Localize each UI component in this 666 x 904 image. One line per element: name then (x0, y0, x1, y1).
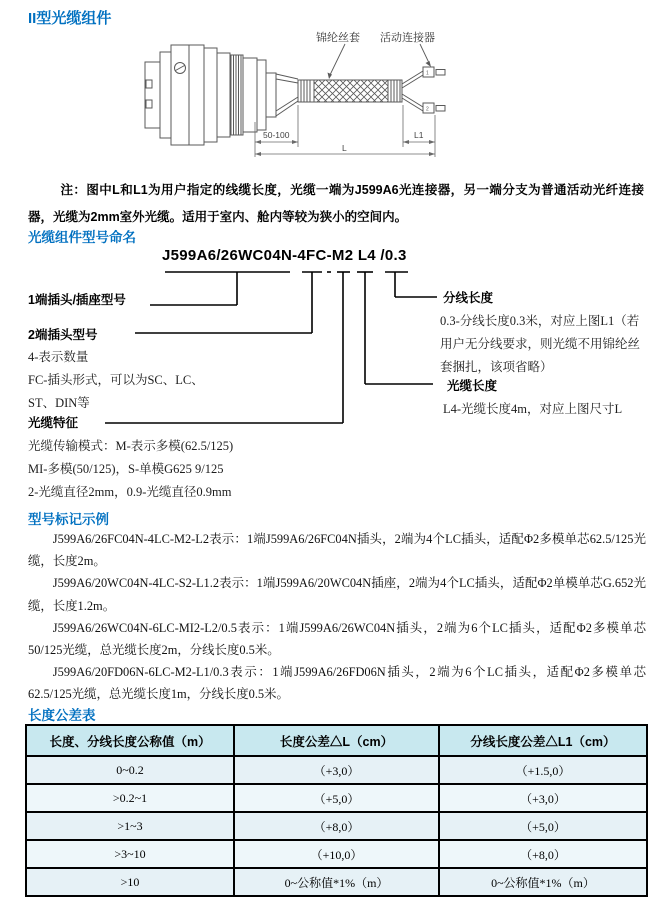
branch-length-line-2: 用户无分线要求，则光缆不用锦纶丝 (440, 337, 641, 351)
label-count: 4-表示数量 (28, 350, 89, 364)
table-row (26, 756, 647, 784)
page-title: II型光缆组件 (28, 10, 112, 27)
cell-length-tol: （+3,0） (234, 756, 439, 784)
label-plug-form-1: FC-插头形式，可以为SC、LC、 (28, 373, 204, 387)
table-header-row (26, 725, 647, 756)
branch-length-line-1: 0.3-分线长度0.3米，对应上图L1（若 (440, 314, 640, 328)
port1-label: 1 (426, 70, 429, 77)
col-header-length-tol: 长度公差△L（cm） (234, 725, 439, 756)
cell-length-tol: （+5,0） (234, 784, 439, 812)
braid-sleeve (298, 80, 402, 102)
label-transfer-mode: 光缆传输模式：M-表示多模(62.5/125) (28, 439, 234, 453)
dim-50-100: 50-100 (263, 130, 290, 140)
cell-nominal: 0~0.2 (26, 756, 234, 784)
cell-branch-tol: （+1.5,0） (439, 756, 647, 784)
label-plug-form-2: ST、DIN等 (28, 396, 90, 410)
movable-connector-label: 活动连接器 (380, 32, 435, 44)
connector-body (145, 45, 276, 145)
example-paragraph-4: J599A6/20FD06N-6LC-M2-L1/0.3表示：1端J599A6/26FD06N插头，2端为6个LC插头，适配Φ2多模单芯62.5/125光缆，总光缆长度1m，分线长度0.5米。 (28, 665, 646, 702)
label-cable-length-title: 光缆长度 (447, 379, 498, 393)
label-end2-type: 2端插头型号 (28, 328, 98, 342)
col-header-nominal: 长度、分线长度公称值（m） (26, 725, 234, 756)
port2-label: 2 (426, 106, 429, 113)
cell-nominal: >1~3 (26, 812, 234, 840)
callout-labels (316, 30, 435, 79)
branch-length-line-3: 套捆扎，该项省略） (440, 360, 553, 374)
label-branch-length-title: 分线长度 (443, 291, 494, 305)
cell-branch-tol: （+5,0） (439, 812, 647, 840)
cable-funnel (276, 74, 298, 116)
note-paragraph: 注：图中L和L1为用户指定的线缆长度，光缆一端为J599A6光连接器，另一端分支为普通活动光纤连接器，光缆为2mm室外光缆。适用于室内、舱内等较为狭小的空间内。 (28, 183, 644, 224)
section-heading-examples: 型号标记示例 (28, 512, 109, 527)
branch-cables (402, 67, 445, 113)
braid-label: 锦纶丝套 (316, 32, 360, 44)
col-header-branch-tol: 分线长度公差△L1（cm） (439, 725, 647, 756)
cell-length-tol: （+10,0） (234, 840, 439, 868)
cell-nominal: >10 (26, 868, 234, 896)
part-number: J599A6/26WC04N-4FC-M2 L4 /0.3 (162, 247, 407, 264)
example-paragraph-1: J599A6/26FC04N-4LC-M2-L2表示：1端J599A6/26FC04N插头，2端为4个LC插头，适配Φ2多模单芯62.5/125光缆，长度2m。 (28, 532, 646, 569)
dim-L1: L1 (414, 130, 424, 140)
cable-assembly-drawing (133, 27, 463, 177)
cell-nominal: >3~10 (26, 840, 234, 868)
table-row (26, 868, 647, 896)
section-heading-naming: 光缆组件型号命名 (28, 230, 136, 245)
label-end1-type: 1端插头/插座型号 (28, 293, 126, 307)
table-row (26, 812, 647, 840)
dim-L: L (342, 143, 347, 153)
cell-branch-tol: （+8,0） (439, 840, 647, 868)
label-cable-feature: 光缆特征 (28, 416, 79, 430)
example-paragraph-2: J599A6/20WC04N-4LC-S2-L1.2表示：1端J599A6/20WC04N插座，2端为4个LC插头，适配Φ2单模单芯G.652光缆，长度1.2m。 (28, 576, 646, 613)
cell-branch-tol: 0~公称值*1%（m） (439, 868, 647, 896)
cell-nominal: >0.2~1 (26, 784, 234, 812)
cell-length-tol: 0~公称值*1%（m） (234, 868, 439, 896)
label-mode-variants: MI-多模(50/125)，S-单模G625 9/125 (28, 462, 224, 476)
cell-branch-tol: （+3,0） (439, 784, 647, 812)
examples-block (28, 528, 646, 706)
part-number-callout-lines (100, 265, 460, 435)
table-row (26, 784, 647, 812)
cell-length-tol: （+8,0） (234, 812, 439, 840)
cable-length-line: L4-光缆长度4m，对应上图尺寸L (443, 402, 623, 416)
label-cable-diameter: 2-光缆直径2mm，0.9-光缆直径0.9mm (28, 485, 232, 499)
table-row (26, 840, 647, 868)
example-paragraph-3: J599A6/26WC04N-6LC-MI2-L2/0.5表示：1端J599A6/26WC04N插头，2端为6个LC插头，适配Φ2多模单芯50/125光缆，总光缆长度2m，分线长度0.5米。 (28, 620, 646, 658)
section-heading-tolerance: 长度公差表 (28, 708, 96, 723)
tolerance-table (25, 724, 648, 897)
